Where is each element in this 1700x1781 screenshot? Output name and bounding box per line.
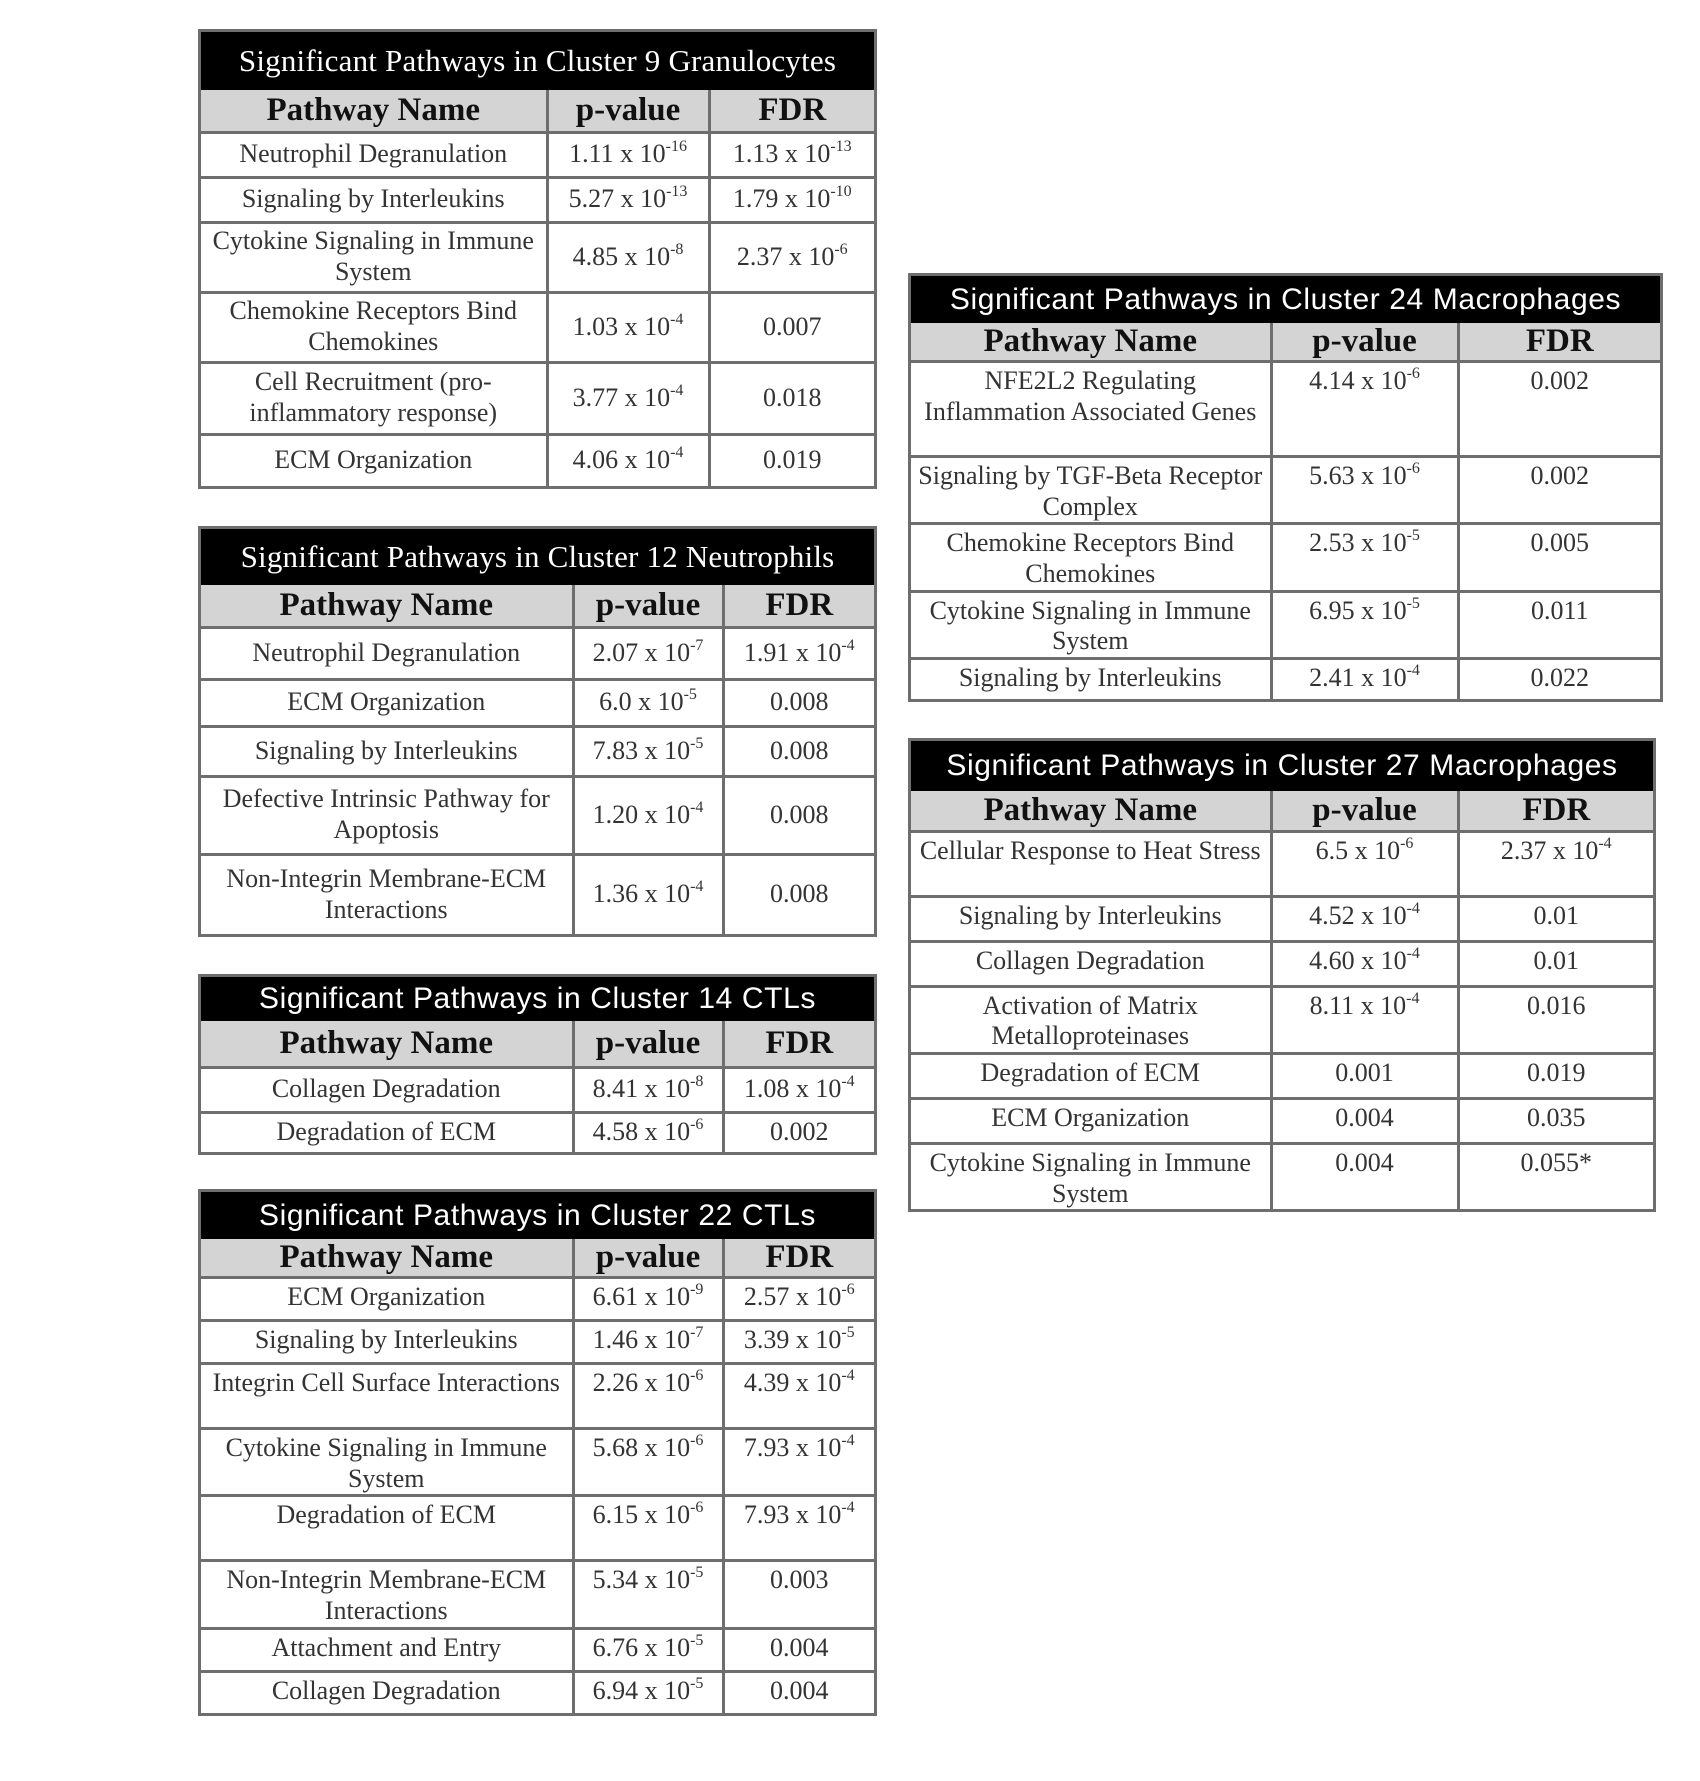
table-row <box>911 896 1653 941</box>
pvalue-base: 8.11 x 10 <box>1309 990 1407 1020</box>
pvalue-base: 5.34 x 10 <box>592 1565 691 1595</box>
pvalue-base: 6.61 x 10 <box>592 1282 691 1311</box>
table-row <box>201 726 874 776</box>
pvalue-cell <box>573 1364 723 1429</box>
fdr-base: 0.004 <box>770 1632 829 1662</box>
table-cluster-22 <box>198 1189 877 1716</box>
pvalue-cell <box>1271 831 1458 896</box>
pathway-name-cell: Non-Integrin Membrane-ECM Interactions <box>201 854 573 934</box>
fdr-cell <box>723 1321 874 1364</box>
fdr-base: 0.008 <box>770 799 829 829</box>
pvalue-base: 4.58 x 10 <box>592 1117 691 1147</box>
fdr-base: 0.002 <box>1530 366 1589 395</box>
pvalue-cell <box>573 1671 723 1713</box>
pvalue-exponent: -4 <box>1406 662 1420 680</box>
pvalue-base: 5.68 x 10 <box>592 1433 691 1462</box>
table-title: Significant Pathways in Cluster 9 Granulocytes <box>201 32 874 90</box>
fdr-cell <box>1458 524 1660 591</box>
table-cluster-12 <box>198 526 877 937</box>
pvalue-cell <box>1271 1098 1458 1143</box>
table-row <box>201 1561 874 1628</box>
pathway-name-cell: Neutrophil Degranulation <box>201 132 547 177</box>
pathway-name-cell: Collagen Degradation <box>911 941 1271 986</box>
pvalue-exponent: -5 <box>683 686 697 704</box>
pvalue-cell <box>1271 1143 1458 1209</box>
column-header-fdr: FDR <box>1458 323 1660 362</box>
fdr-cell <box>1458 941 1653 986</box>
fdr-exponent: -13 <box>830 138 852 156</box>
fdr-base: 0.01 <box>1533 900 1579 930</box>
pvalue-cell <box>1271 362 1458 457</box>
table-row <box>201 1628 874 1671</box>
fdr-cell <box>1458 1053 1653 1098</box>
table-row <box>201 1429 874 1496</box>
table-row <box>911 1098 1653 1143</box>
fdr-cell <box>1458 1098 1653 1143</box>
fdr-exponent: -6 <box>841 1281 855 1298</box>
fdr-base: 0.005 <box>1530 528 1589 558</box>
pvalue-base: 2.07 x 10 <box>592 637 691 667</box>
pvalue-cell <box>573 726 723 776</box>
fdr-cell <box>1458 659 1660 699</box>
pvalue-cell <box>1271 941 1458 986</box>
fdr-base: 0.002 <box>770 1117 829 1147</box>
pvalue-cell <box>573 776 723 854</box>
fdr-exponent: -4 <box>841 1073 855 1091</box>
pvalue-exponent: -6 <box>690 1499 704 1517</box>
pvalue-exponent: -4 <box>690 798 704 816</box>
pvalue-exponent: -6 <box>1406 460 1420 477</box>
pvalue-exponent: -8 <box>690 1073 704 1091</box>
pvalue-base: 1.46 x 10 <box>592 1325 691 1354</box>
pvalue-cell <box>547 434 709 486</box>
fdr-cell <box>723 726 874 776</box>
column-header-pathway: Pathway Name <box>201 585 573 627</box>
table-row <box>911 524 1660 591</box>
pvalue-cell <box>547 222 709 292</box>
pvalue-base: 0.004 <box>1335 1102 1394 1132</box>
column-header-pathway: Pathway Name <box>201 1239 573 1278</box>
pvalue-cell <box>573 679 723 726</box>
column-header-pathway: Pathway Name <box>201 90 547 132</box>
column-header-fdr: FDR <box>1458 791 1653 831</box>
fdr-cell <box>723 1067 874 1112</box>
pvalue-exponent: -4 <box>1406 989 1420 1007</box>
pvalue-base: 4.60 x 10 <box>1309 945 1407 975</box>
pathway-name-cell: Cytokine Signaling in Immune System <box>911 591 1271 658</box>
pathway-name-cell: NFE2L2 Regulating Inflammation Associated Genes <box>911 362 1271 457</box>
fdr-base: 2.37 x 10 <box>1500 835 1599 865</box>
pvalue-exponent: -7 <box>690 636 704 654</box>
fdr-base: 0.003 <box>770 1565 829 1595</box>
pvalue-exponent: -4 <box>1406 944 1420 962</box>
pathway-name-cell: Cellular Response to Heat Stress <box>911 831 1271 896</box>
pvalue-cell <box>573 854 723 934</box>
fdr-base: 0.01 <box>1533 945 1579 975</box>
fdr-base: 0.018 <box>763 382 822 412</box>
pvalue-base: 6.95 x 10 <box>1309 595 1407 625</box>
fdr-base: 2.57 x 10 <box>743 1282 842 1311</box>
pvalue-exponent: -13 <box>666 183 688 201</box>
fdr-cell <box>709 362 874 434</box>
fdr-cell <box>709 292 874 362</box>
fdr-cell <box>709 434 874 486</box>
table-row <box>911 457 1660 524</box>
pvalue-exponent: -6 <box>690 1367 704 1384</box>
pathway-name-cell: ECM Organization <box>201 1278 573 1321</box>
table-row <box>911 362 1660 457</box>
pvalue-exponent: -5 <box>690 734 704 752</box>
pathway-name-cell: Signaling by Interleukins <box>201 1321 573 1364</box>
pvalue-exponent: -4 <box>670 310 684 328</box>
pvalue-base: 6.94 x 10 <box>592 1675 691 1705</box>
pvalue-exponent: -16 <box>665 138 687 156</box>
pathway-name-cell: Cell Recruitment (pro-inflammatory response) <box>201 362 547 434</box>
table-row <box>201 292 874 362</box>
column-header-fdr: FDR <box>709 90 874 132</box>
pvalue-exponent: -6 <box>1406 365 1420 382</box>
table-row <box>201 1067 874 1112</box>
column-header-pvalue: p-value <box>1271 323 1458 362</box>
fdr-cell <box>723 1496 874 1561</box>
pathway-name-cell: Signaling by Interleukins <box>911 659 1271 699</box>
fdr-cell <box>1458 362 1660 457</box>
pvalue-base: 2.53 x 10 <box>1309 528 1407 558</box>
pvalue-exponent: -5 <box>690 1674 704 1692</box>
fdr-base: 0.035 <box>1527 1102 1586 1132</box>
fdr-base: 1.08 x 10 <box>743 1074 842 1104</box>
fdr-base: 1.13 x 10 <box>732 139 831 169</box>
pvalue-exponent: -8 <box>670 240 684 258</box>
table-cluster-24 <box>908 273 1663 702</box>
fdr-base: 7.93 x 10 <box>743 1500 842 1530</box>
pvalue-base: 4.14 x 10 <box>1309 366 1407 395</box>
fdr-cell <box>723 1112 874 1152</box>
pvalue-cell <box>1271 896 1458 941</box>
fdr-cell <box>1458 986 1653 1053</box>
fdr-cell <box>709 177 874 222</box>
table-title: Significant Pathways in Cluster 14 CTLs <box>201 977 874 1021</box>
column-header-pathway: Pathway Name <box>911 323 1271 362</box>
fdr-cell <box>723 776 874 854</box>
column-header-pathway: Pathway Name <box>911 791 1271 831</box>
table-row <box>201 1496 874 1561</box>
pvalue-base: 1.11 x 10 <box>569 139 666 169</box>
pathway-name-cell: ECM Organization <box>201 679 573 726</box>
pvalue-base: 6.5 x 10 <box>1315 835 1401 865</box>
fdr-cell <box>1458 831 1653 896</box>
pvalue-base: 1.20 x 10 <box>592 799 691 829</box>
fdr-cell <box>723 627 874 679</box>
table-title: Significant Pathways in Cluster 27 Macrophages <box>911 741 1653 791</box>
pvalue-cell <box>1271 457 1458 524</box>
pvalue-exponent: -6 <box>690 1116 704 1134</box>
table-row <box>201 679 874 726</box>
pathway-name-cell: Activation of Matrix Metalloproteinases <box>911 986 1271 1053</box>
fdr-base: 0.004 <box>770 1675 829 1705</box>
pathway-name-cell: Degradation of ECM <box>201 1112 573 1152</box>
pvalue-cell <box>547 132 709 177</box>
fdr-cell <box>1458 896 1653 941</box>
pathway-name-cell: Degradation of ECM <box>911 1053 1271 1098</box>
pvalue-base: 6.0 x 10 <box>599 687 684 717</box>
fdr-cell <box>723 1561 874 1628</box>
pathway-name-cell: Collagen Degradation <box>201 1671 573 1713</box>
fdr-cell <box>723 854 874 934</box>
pvalue-cell <box>573 1321 723 1364</box>
pvalue-base: 5.27 x 10 <box>568 184 667 214</box>
column-header-pvalue: p-value <box>1271 791 1458 831</box>
pvalue-cell <box>1271 1053 1458 1098</box>
table-row <box>201 362 874 434</box>
pathway-name-cell: Cytokine Signaling in Immune System <box>911 1143 1271 1209</box>
table-row <box>911 1053 1653 1098</box>
pvalue-exponent: -6 <box>690 1432 704 1449</box>
pathway-name-cell: Signaling by Interleukins <box>201 177 547 222</box>
table-row <box>911 659 1660 699</box>
pathway-name-cell: Cytokine Signaling in Immune System <box>201 222 547 292</box>
pvalue-exponent: -5 <box>690 1564 704 1582</box>
pvalue-exponent: -4 <box>670 444 684 462</box>
pathway-name-cell: Non-Integrin Membrane-ECM Interactions <box>201 1561 573 1628</box>
pvalue-cell <box>573 1628 723 1671</box>
pvalue-base: 6.76 x 10 <box>592 1632 691 1662</box>
fdr-cell <box>723 1278 874 1321</box>
pvalue-cell <box>547 362 709 434</box>
pathway-name-cell: Defective Intrinsic Pathway for Apoptosis <box>201 776 573 854</box>
column-header-fdr: FDR <box>723 1021 874 1067</box>
pvalue-cell <box>547 177 709 222</box>
fdr-base: 0.019 <box>763 445 822 475</box>
pvalue-base: 4.52 x 10 <box>1309 900 1407 930</box>
pathway-name-cell: Attachment and Entry <box>201 1628 573 1671</box>
pvalue-exponent: -4 <box>1406 899 1420 917</box>
fdr-base: 0.008 <box>770 735 829 765</box>
fdr-exponent: -4 <box>841 1432 855 1449</box>
pvalue-base: 2.41 x 10 <box>1309 663 1407 693</box>
column-header-fdr: FDR <box>723 1239 874 1278</box>
table-row <box>911 986 1653 1053</box>
table-row <box>201 434 874 486</box>
fdr-base: 0.008 <box>770 879 829 909</box>
column-header-fdr: FDR <box>723 585 874 627</box>
fdr-base: 0.016 <box>1527 990 1586 1020</box>
table-cluster-14 <box>198 974 877 1155</box>
table-row <box>911 1143 1653 1209</box>
column-header-pathway: Pathway Name <box>201 1021 573 1067</box>
pathway-name-cell: Integrin Cell Surface Interactions <box>201 1364 573 1429</box>
fdr-base: 0.002 <box>1530 461 1589 490</box>
pvalue-base: 0.001 <box>1335 1057 1394 1087</box>
pvalue-base: 1.36 x 10 <box>592 879 691 909</box>
fdr-exponent: -10 <box>830 183 852 201</box>
pvalue-cell <box>573 1561 723 1628</box>
table-title: Significant Pathways in Cluster 24 Macrophages <box>911 276 1660 323</box>
pvalue-base: 4.85 x 10 <box>572 241 671 271</box>
pvalue-exponent: -4 <box>670 381 684 399</box>
fdr-base: 2.37 x 10 <box>736 241 835 271</box>
table-title: Significant Pathways in Cluster 12 Neutrophils <box>201 529 874 585</box>
fdr-cell <box>723 1671 874 1713</box>
fdr-base: 0.011 <box>1530 595 1589 625</box>
pvalue-cell <box>573 1067 723 1112</box>
pathway-name-cell: Neutrophil Degranulation <box>201 627 573 679</box>
pvalue-base: 6.15 x 10 <box>592 1500 691 1530</box>
fdr-cell <box>709 222 874 292</box>
table-row <box>201 776 874 854</box>
pvalue-exponent: -4 <box>690 878 704 896</box>
pathway-name-cell: ECM Organization <box>911 1098 1271 1143</box>
pvalue-cell <box>573 1278 723 1321</box>
fdr-exponent: -4 <box>841 1367 855 1384</box>
pvalue-exponent: -7 <box>690 1324 704 1341</box>
fdr-base: 3.39 x 10 <box>743 1325 842 1354</box>
fdr-cell <box>723 1429 874 1496</box>
pathway-name-cell: Signaling by Interleukins <box>911 896 1271 941</box>
table-cluster-27 <box>908 738 1656 1212</box>
pvalue-cell <box>573 1112 723 1152</box>
pvalue-exponent: -6 <box>1400 834 1414 852</box>
pvalue-cell <box>1271 524 1458 591</box>
pathway-name-cell: Signaling by TGF-Beta Receptor Complex <box>911 457 1271 524</box>
pvalue-cell <box>1271 591 1458 658</box>
fdr-base: 4.39 x 10 <box>743 1368 842 1397</box>
pathway-name-cell: Degradation of ECM <box>201 1496 573 1561</box>
pvalue-base: 8.41 x 10 <box>592 1074 691 1104</box>
table-row <box>201 627 874 679</box>
fdr-cell <box>1458 1143 1653 1209</box>
column-header-pvalue: p-value <box>573 585 723 627</box>
fdr-exponent: -4 <box>841 1499 855 1517</box>
fdr-base: 1.79 x 10 <box>732 184 831 214</box>
table-row <box>201 132 874 177</box>
fdr-base: 0.007 <box>763 311 822 341</box>
table-title: Significant Pathways in Cluster 22 CTLs <box>201 1192 874 1239</box>
table-row <box>911 831 1653 896</box>
fdr-cell <box>1458 591 1660 658</box>
table-row <box>911 591 1660 658</box>
pvalue-base: 0.004 <box>1335 1147 1394 1177</box>
fdr-base: 1.91 x 10 <box>743 637 842 667</box>
pathway-name-cell: ECM Organization <box>201 434 547 486</box>
pvalue-base: 3.77 x 10 <box>572 382 671 412</box>
table-cluster-9 <box>198 29 877 489</box>
pvalue-exponent: -9 <box>690 1281 704 1298</box>
pathway-name-cell: Chemokine Receptors Bind Chemokines <box>201 292 547 362</box>
fdr-exponent: -6 <box>834 240 848 258</box>
column-header-pvalue: p-value <box>573 1239 723 1278</box>
pathway-name-cell: Cytokine Signaling in Immune System <box>201 1429 573 1496</box>
fdr-base: 0.019 <box>1527 1057 1586 1087</box>
fdr-cell <box>709 132 874 177</box>
pathway-name-cell: Collagen Degradation <box>201 1067 573 1112</box>
pathway-name-cell: Chemokine Receptors Bind Chemokines <box>911 524 1271 591</box>
table-row <box>201 1364 874 1429</box>
pathway-name-cell: Signaling by Interleukins <box>201 726 573 776</box>
fdr-cell <box>723 1628 874 1671</box>
fdr-cell <box>1458 457 1660 524</box>
pvalue-base: 7.83 x 10 <box>592 735 691 765</box>
fdr-exponent: -5 <box>841 1324 855 1341</box>
fdr-base: 0.022 <box>1530 663 1589 693</box>
pvalue-base: 5.63 x 10 <box>1309 461 1407 490</box>
fdr-cell <box>723 679 874 726</box>
fdr-base: 0.008 <box>770 687 829 717</box>
pvalue-base: 2.26 x 10 <box>592 1368 691 1397</box>
fdr-exponent: -4 <box>1598 834 1612 852</box>
fdr-base: 0.055* <box>1520 1147 1592 1177</box>
table-row <box>201 854 874 934</box>
pvalue-cell <box>573 1429 723 1496</box>
pvalue-exponent: -5 <box>1406 594 1420 612</box>
pvalue-base: 4.06 x 10 <box>572 445 671 475</box>
table-row <box>201 1112 874 1152</box>
column-header-pvalue: p-value <box>547 90 709 132</box>
fdr-base: 7.93 x 10 <box>743 1433 842 1462</box>
pvalue-cell <box>573 1496 723 1561</box>
table-row <box>201 1278 874 1321</box>
pvalue-exponent: -5 <box>690 1631 704 1649</box>
column-header-pvalue: p-value <box>573 1021 723 1067</box>
pvalue-cell <box>1271 986 1458 1053</box>
table-row <box>201 1671 874 1713</box>
table-row <box>201 222 874 292</box>
pvalue-exponent: -5 <box>1406 527 1420 545</box>
pvalue-base: 1.03 x 10 <box>572 311 671 341</box>
table-row <box>201 1321 874 1364</box>
pvalue-cell <box>573 627 723 679</box>
pvalue-cell <box>1271 659 1458 699</box>
table-row <box>201 177 874 222</box>
table-row <box>911 941 1653 986</box>
fdr-cell <box>723 1364 874 1429</box>
fdr-exponent: -4 <box>841 636 855 654</box>
pvalue-cell <box>547 292 709 362</box>
